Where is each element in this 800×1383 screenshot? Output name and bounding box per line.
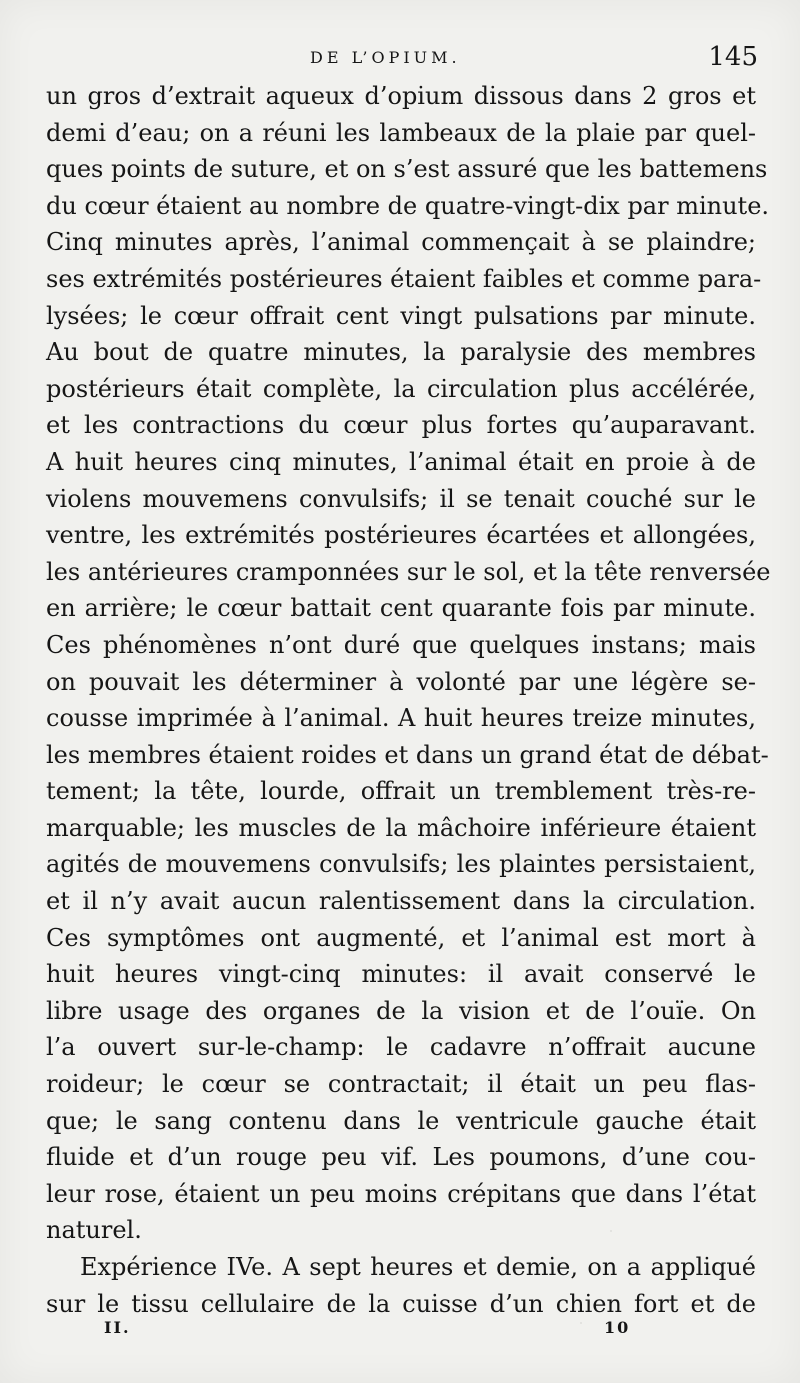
page-header [46, 42, 758, 78]
text-line-12: violens mouvemens convulsifs; il se tenait couché sur le [46, 484, 756, 513]
signature-mark: II. [104, 1318, 131, 1337]
text-line-32: naturel. [46, 1216, 142, 1245]
experiment-heading-line: Expérience IVe. A sept heures et demie, on a appliqué [80, 1253, 756, 1281]
text-line-7: lysées; le cœur offrait cent vingt pulsations par minute. [46, 301, 756, 330]
text-line-29: que; le sang contenu dans le ventricule gauche était [46, 1106, 756, 1135]
paper-spot [705, 1270, 708, 1273]
text-line-19: les membres étaient roides et dans un grand état de débat- [46, 740, 769, 769]
paper-spot [610, 1230, 612, 1232]
text-line-25: huit heures vingt-cinq minutes: il avait conservé le [46, 960, 756, 989]
text-line-23: et il n’y avait aucun ralentissement dans la circulation. [46, 887, 756, 916]
text-line-31: leur rose, étaient un peu moins crépitans que dans l’état [46, 1179, 756, 1208]
text-line-26: libre usage des organes de la vision et de l’ouïe. On [46, 996, 756, 1025]
text-line-4: du cœur étaient au nombre de quatre-vingt-dix par minute. [46, 191, 770, 220]
text-line-6: ses extrémités postérieures étaient faibles et comme para- [46, 264, 762, 293]
text-line-9: postérieurs était complète, la circulation plus accélérée, [46, 374, 756, 403]
text-line-8: Au bout de quatre minutes, la paralysie des membres [46, 338, 756, 367]
text-line-21: marquable; les muscles de la mâchoire inférieure étaient [46, 813, 756, 842]
text-line-5: Cinq minutes après, l’animal commençait à se plaindre; [46, 228, 756, 257]
text-line-11: A huit heures cinq minutes, l’animal était en proie à de [46, 447, 756, 476]
text-line-16: Ces phénomènes n’ont duré que quelques instans; mais [46, 630, 756, 659]
text-line-14: les antérieures cramponnées sur le sol, et la tête renversée [46, 557, 771, 586]
running-title: DE L’OPIUM. [310, 48, 461, 67]
text-line-18: cousse imprimée à l’animal. A huit heures treize minutes, [46, 704, 756, 733]
text-line-22: agités de mouvemens convulsifs; les plaintes persistaient, [46, 850, 756, 879]
text-line-1: un gros d’extrait aqueux d’opium dissous dans 2 gros et [46, 82, 756, 110]
text-line-13: ventre, les extrémités postérieures écartées et allongées, [46, 521, 756, 550]
text-line-28: roideur; le cœur se contractait; il était un peu flas- [46, 1070, 756, 1099]
page-number: 145 [708, 42, 758, 72]
page-footer [104, 1318, 631, 1346]
text-line-27: l’a ouvert sur-le-champ: le cadavre n’offrait aucune [46, 1033, 756, 1062]
sheet-number: 10 [604, 1318, 631, 1337]
text-line-30: fluide et d’un rouge peu vif. Les poumons, d’une cou- [46, 1143, 756, 1172]
text-line-15: en arrière; le cœur battait cent quarante fois par minute. [46, 594, 756, 623]
text-line-10: et les contractions du cœur plus fortes qu’auparavant. [46, 411, 756, 440]
text-line-20: tement; la tête, lourde, offrait un tremblement très-re- [46, 777, 756, 806]
text-line-3: ques points de suture, et on s’est assuré que les battemens [46, 155, 768, 184]
text-line-24: Ces symptômes ont augmenté, et l’animal est mort à [46, 923, 756, 952]
text-line-17: on pouvait les déterminer à volonté par une légère se- [46, 667, 756, 696]
paper-spot [580, 1322, 582, 1324]
page-body [46, 78, 771, 1322]
text-line-34: sur le tissu cellulaire de la cuisse d’un chien fort et de [46, 1289, 756, 1318]
text-line-2: demi d’eau; on a réuni les lambeaux de la plaie par quel- [46, 118, 756, 147]
